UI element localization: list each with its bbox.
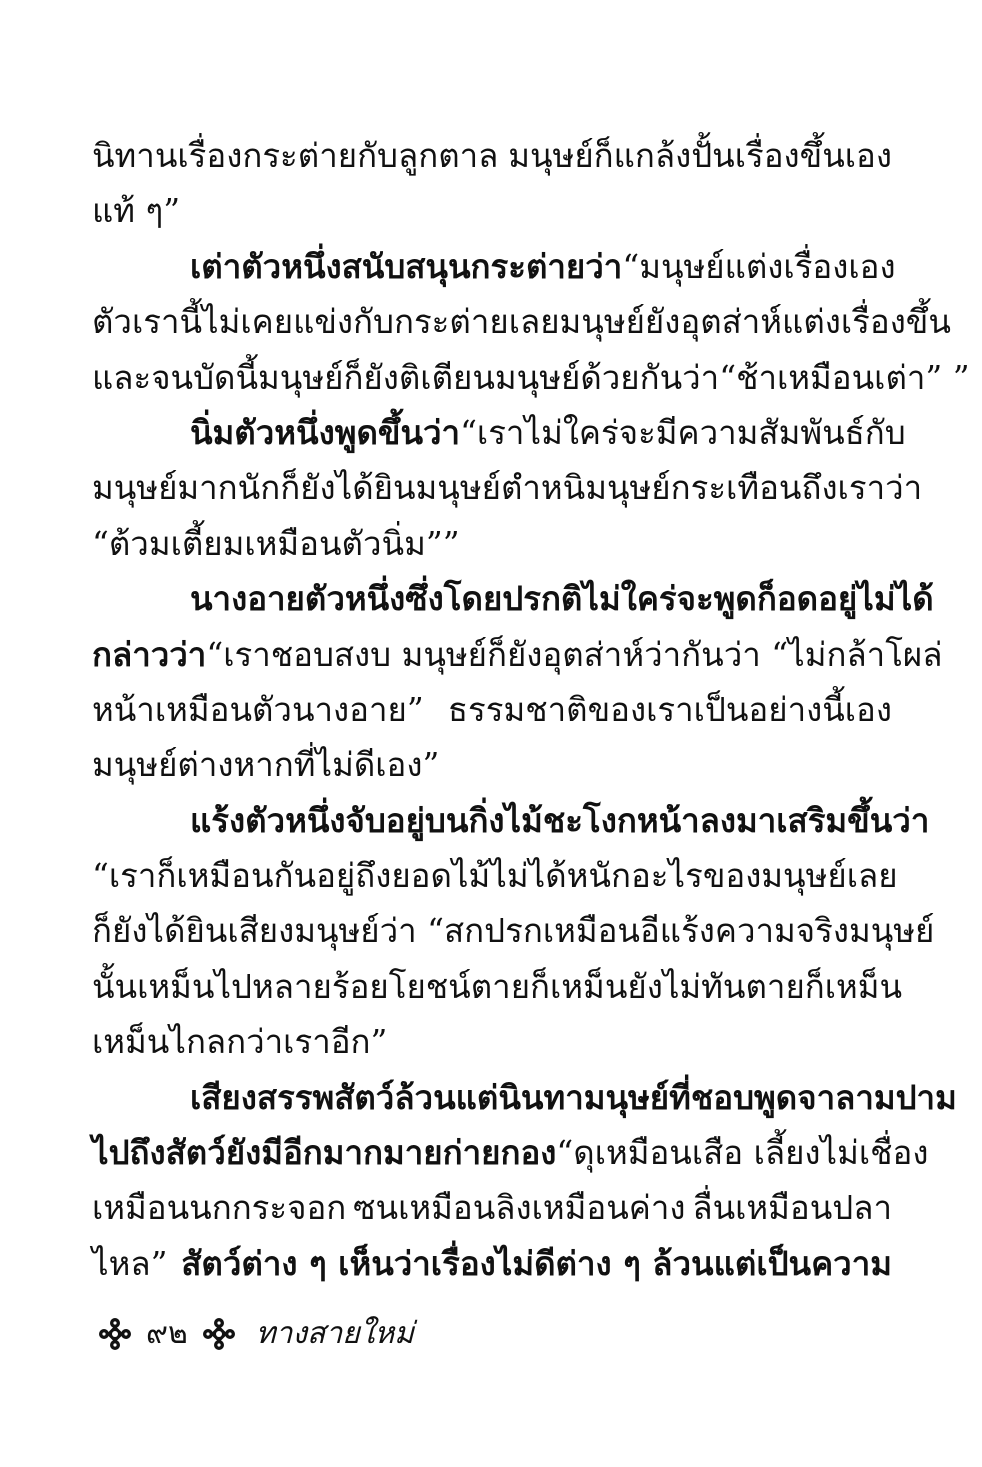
text-segment: “เราชอบสงบ มนุษย์ก็ยังอุตส่าห์ว่ากันว่า “ไม่กล้าโผล่ [206,634,943,674]
text-segment: ก็ยังได้ยินมนุษย์ตำหนิมนุษย์กระเทือนถึงเราว่า [280,468,923,508]
text-line [92,128,892,183]
text-line [92,627,943,682]
text-segment: ตัวเรานี้ไม่เคยแข่งกับกระต่ายเลย [92,302,560,342]
text-segment-bold: นิ่มตัวหนึ่งพูดขึ้นว่า [190,412,461,452]
text-segment-bold: สัตว์ต่าง ๆ เห็นว่าเรื่องไม่ดีต่าง ๆ ล้วนแต่เป็นความ [181,1243,892,1283]
body-text [92,128,970,1291]
text-segment: ลื่นเหมือนปลา [692,1188,892,1228]
text-segment: แท้ ๆ” [92,191,181,231]
text-line [92,1014,892,1069]
text-segment-bold: ไปถึงสัตว์ยังมีอีกมากมายก่ายกอง [92,1133,557,1173]
text-segment: และจนบัดนี้มนุษย์ก็ยังติเตียนมนุษย์ด้วยกันว่า [92,357,720,397]
text-segment-bold: เต่าตัวหนึ่งสนับสนุนกระต่ายว่า [190,246,623,286]
text-segment: “เราไม่ใคร่จะมีความสัมพันธ์กับ [460,412,906,452]
text-segment-bold: ก็อดอยู่ไม่ได้ [756,579,934,619]
text-segment: ยังไม่ทันตายก็เหม็น [627,966,903,1006]
text-line [92,294,951,349]
text-line [92,903,935,958]
paragraph-start-line [92,405,906,460]
flower-ornament-icon [202,1317,236,1351]
text-segment: อยู่ถึงยอดไม้ไม่ได้หนักอะไรของมนุษย์เลย [316,856,898,896]
text-segment-bold: แร้งตัวหนึ่งจับอยู่บนกิ่งไม้ชะโงกหน้าลงมาเสริมขึ้นว่า [190,800,930,840]
text-segment-bold: นางอายตัวหนึ่งซึ่งโดยปรกติไม่ใคร่จะพูด [190,579,757,619]
text-segment: ไหล” [92,1243,168,1283]
text-line [92,682,892,737]
text-segment: มนุษย์ก็แกล้งปั้นเรื่องขึ้นเอง [508,136,892,175]
text-segment: ความจริงมนุษย์ [714,911,935,951]
text-line [92,350,970,405]
paragraph-start-line [92,239,896,294]
text-line [92,460,923,515]
text-segment: มนุษย์มากนัก [92,468,281,508]
text-segment-bold: เสียงสรรพสัตว์ล้วนแต่นินทามนุษย์ที่ชอบพูดจาลามปาม [190,1077,957,1117]
text-segment: นิทานเรื่องกระต่ายกับลูกตาล [92,136,499,175]
text-line [92,848,898,903]
text-segment: “ต้วมเตี้ยมเหมือนตัวนิ่ม”” [92,523,460,563]
text-segment: ตายก็เหม็น [470,966,628,1006]
text-segment: “มนุษย์แต่งเรื่องเอง [622,246,896,286]
text-segment: “ดุเหมือนเสือ เลี้ยงไม่เชื่อง [556,1133,929,1173]
text-segment: ธรรมชาติของเราเป็นอย่างนี้เอง [447,689,892,729]
text-segment: เหม็นไกลกว่าเราอีก” [92,1022,388,1062]
book-title: ทางสายใหม่ [255,1316,414,1351]
text-segment: “ช้าเหมือนเต่า” ” [719,357,970,397]
text-segment: มนุษย์ต่างหากที่ไม่ดีเอง” [92,745,440,785]
text-segment: เหมือนนกกระจอก [92,1188,347,1228]
paragraph-start-line [92,571,934,626]
text-segment: “เราก็เหมือนกัน [92,856,317,896]
flower-ornament-icon [98,1317,132,1351]
text-segment: ก็ยังได้ยินเสียงมนุษย์ว่า “สกปรกเหมือนอีแร้ง [92,911,715,951]
paragraph-start-line [92,793,930,848]
text-line [92,516,892,571]
text-segment: หน้าเหมือนตัวนางอาย” [92,689,424,729]
page-footer [98,1312,414,1356]
text-segment: นั้นเหม็นไปหลายร้อยโยชน์ [92,966,471,1006]
text-line [92,183,892,238]
text-line [92,737,892,792]
text-segment: ซนเหมือนลิงเหมือนค่าง [353,1188,686,1228]
text-segment-bold: กล่าวว่า [92,634,207,674]
paragraph-start-line [92,1070,957,1125]
text-line [92,1125,929,1180]
page-number: ๙๒ [146,1316,188,1351]
text-segment: มนุษย์ยังอุตส่าห์แต่งเรื่องขึ้น [559,302,951,342]
text-line [92,959,903,1014]
text-line [92,1180,892,1235]
text-line [92,1236,892,1291]
